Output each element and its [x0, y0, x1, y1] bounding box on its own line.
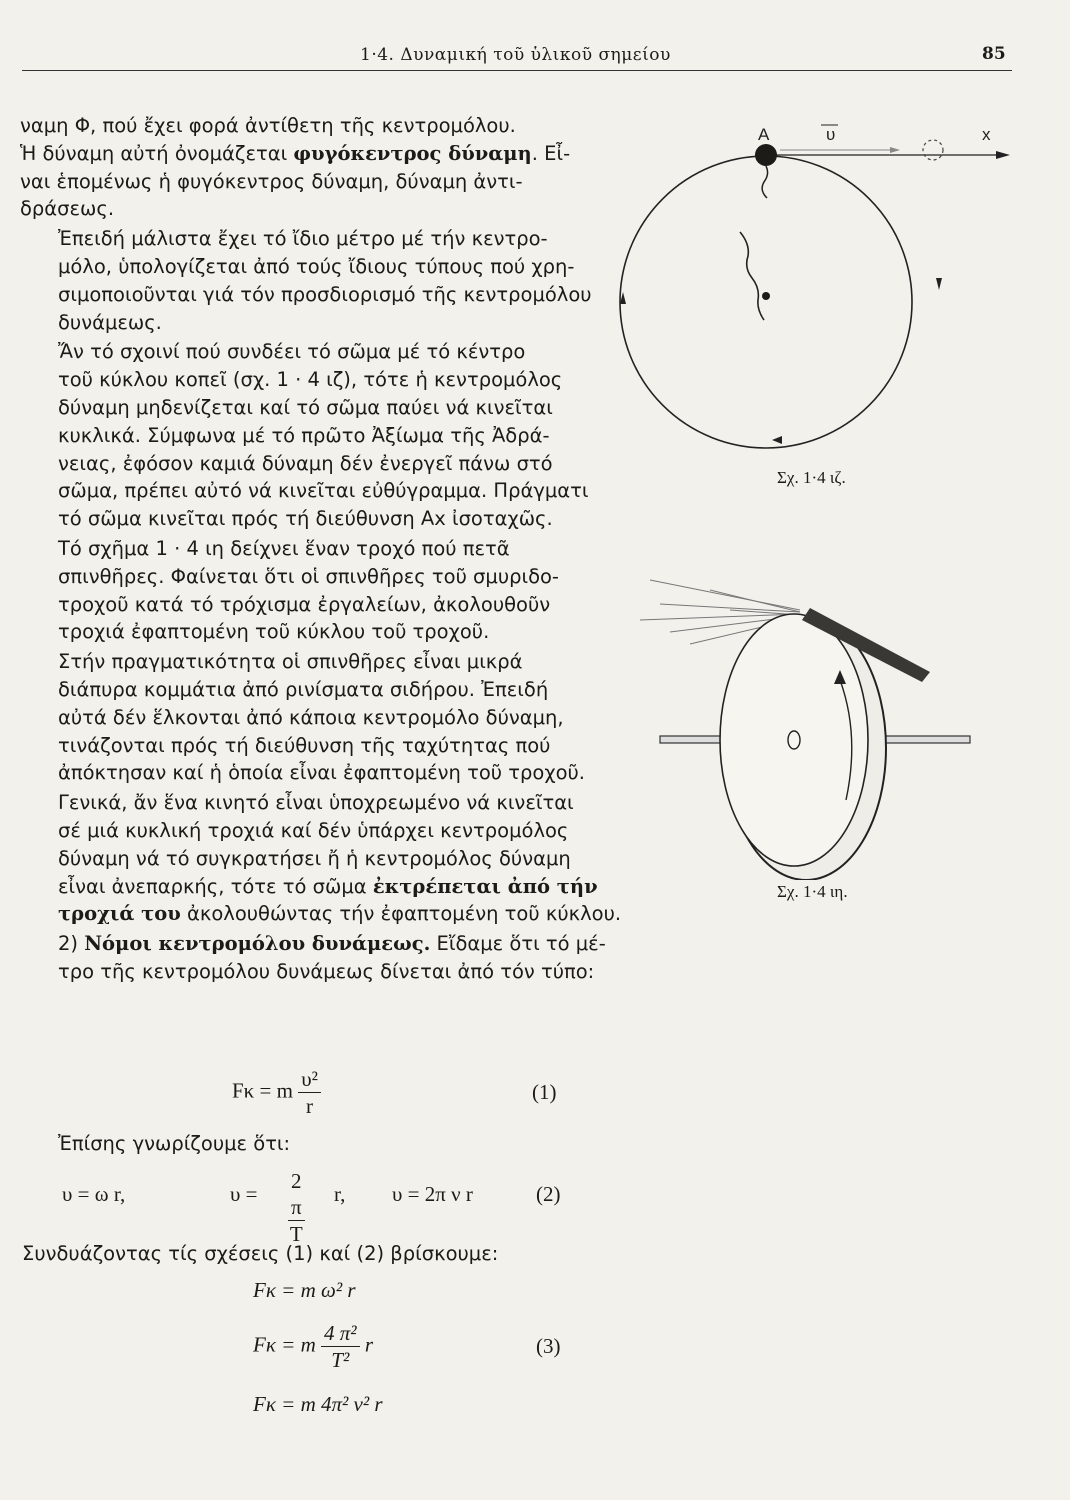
- bold-term: τροχιά του: [58, 902, 181, 926]
- circular-path: [620, 156, 912, 448]
- paragraph-6: [20, 789, 622, 928]
- text-line: σῶμα, πρέπει αὐτό νά κινεῖται εὐθύγραμμα. Πράγματι: [58, 479, 589, 503]
- figure-circular-motion: [600, 110, 1020, 460]
- velocity-arrowhead: [890, 147, 900, 153]
- paragraph-3: [20, 338, 600, 533]
- text-line: αὐτά δέν ἕλκονται ἀπό κάποια κεντρομόλο δύναμη,: [58, 705, 564, 729]
- text-run: Εἴδαμε ὅτι τό μέ-: [430, 932, 606, 956]
- text-line: τό σῶμα κινεῖται πρός τή διεύθυνση Αx ἰσοταχῶς.: [58, 507, 553, 531]
- paragraph-5: [20, 648, 600, 787]
- text-run: ἀκολουθώντας τήν ἐφαπτομένη τοῦ κύκλου.: [180, 902, 622, 926]
- eq2-part-b-lhs: υ =: [230, 1182, 258, 1206]
- equation-1-number: (1): [532, 1080, 557, 1104]
- eq2-part-a: υ = ω r,: [62, 1182, 126, 1206]
- text-line: Τό σχῆμα 1 · 4 ιη δείχνει ἕναν τροχό πού πετᾶ: [58, 536, 510, 560]
- paragraph-7: [20, 930, 606, 986]
- text-line: σπινθῆρες. Φαίνεται ὅτι οἱ σπινθῆρες τοῦ σμυριδο-: [58, 564, 559, 588]
- text-line: Ἄν τό σχοινί πού συνδέει τό σῶμα μέ τό κέντρο: [58, 340, 526, 364]
- figure-grinding-wheel: [630, 560, 1030, 880]
- label-A: A: [758, 125, 770, 144]
- text-line: [20, 930, 606, 958]
- eq2-part-c: υ = 2π ν r: [392, 1182, 473, 1206]
- text-line: σιμοποιοῦνται γιά τόν προσδιορισμό τῆς κεντρομόλου: [58, 282, 592, 306]
- text-line: τοῦ κύκλου κοπεῖ (σχ. 1 · 4 ιζ), τότε ἡ κεντρομόλος: [58, 368, 563, 392]
- text-line: τροχοῦ κατά τό τρόχισμα ἐργαλείων, ἀκολουθοῦν: [58, 592, 551, 616]
- equation-3-number: (3): [536, 1334, 561, 1358]
- text-line: τινάζονται πρός τή διεύθυνση τῆς ταχύτητας πού: [58, 733, 551, 757]
- text-line: τρο τῆς κεντρομόλου δυνάμεως δίνεται ἀπό τόν τύπο:: [58, 959, 595, 983]
- combining-line: Συνδυάζοντας τίς σχέσεις (1) καί (2) βρίσκουμε:: [22, 1242, 499, 1265]
- eq2-den: T: [289, 1222, 303, 1246]
- text-line: δυνάμεως.: [58, 310, 162, 334]
- figure-2-caption: Σχ. 1·4 ιη.: [777, 882, 848, 901]
- text-line: Στήν πραγματικότητα οἱ σπινθῆρες εἶναι μικρά: [58, 650, 523, 674]
- tangent-arrowhead: [996, 151, 1010, 159]
- equation-3c: Fκ = m 4π² ν² r: [253, 1392, 383, 1416]
- eq3b-rhs: r: [364, 1332, 374, 1357]
- text-line: [20, 140, 600, 168]
- direction-arrow-right: [936, 278, 942, 290]
- wheel-face: [720, 614, 868, 866]
- direction-arrow-bottom: [772, 436, 782, 444]
- header-rule: [22, 70, 1012, 71]
- text-line: μόλο, ὑπολογίζεται ἀπό τούς ἴδιους τύπους πού χρη-: [58, 254, 575, 278]
- text-line: τροχιά ἐφαπτομένη τοῦ κύκλου τοῦ τροχοῦ.: [58, 620, 490, 644]
- eq1-den: r: [306, 1094, 314, 1118]
- text-run: εἶναι ἀνεπαρκής, τότε τό σῶμα: [58, 874, 373, 898]
- text-line: διάπυρα κομμάτια ἀπό ρινίσματα σιδήρου. Ἐπειδή: [58, 677, 549, 701]
- eq2-part-b-rhs: r,: [334, 1182, 346, 1206]
- eq2-fraction: [288, 1168, 305, 1247]
- figure-1-caption: Σχ. 1·4 ιζ.: [777, 468, 846, 487]
- eq1-lhs: Fκ = m: [232, 1078, 293, 1103]
- text-run: Ἡ δύναμη αὐτή ὀνομάζεται: [20, 141, 294, 165]
- bold-term: ἐκτρέπεται ἀπό τήν: [372, 874, 598, 898]
- bold-term: φυγόκεντρος δύναμη: [293, 141, 532, 165]
- equation-2-number: (2): [536, 1182, 561, 1206]
- text-line: κυκλικά. Σύμφωνα μέ τό πρῶτο Ἀξίωμα τῆς Ἀδρά-: [58, 423, 550, 447]
- eq2-num: 2 π: [288, 1168, 305, 1221]
- text-run: . Εἶ-: [531, 141, 571, 165]
- cut-string-upper: [762, 166, 768, 198]
- paragraph-2: [20, 225, 600, 336]
- running-header: [0, 38, 1070, 78]
- equation-3a: Fκ = m ω² r: [253, 1278, 356, 1302]
- section-heading: Νόμοι κεντρομόλου δυνάμεως.: [84, 932, 431, 956]
- body-text: [20, 112, 622, 988]
- text-line: δύναμη νά τό συγκρατήσει ἤ ἡ κεντρομόλος δύναμη: [58, 846, 571, 870]
- text-line: νειας, ἐφόσον καμιά δύναμη δέν ἐνεργεῖ πάνω στό: [58, 451, 553, 475]
- text-line: Γενικά, ἄν ἕνα κινητό εἶναι ὑποχρεωμένο νά κινεῖται: [58, 791, 574, 815]
- text-line: [20, 900, 622, 928]
- cut-string-lower: [740, 232, 764, 320]
- text-line: δράσεως.: [20, 197, 115, 221]
- also-known-line: Ἐπίσης γνωρίζουμε ὅτι:: [58, 1132, 291, 1155]
- escaped-body: [923, 140, 943, 160]
- text-line: σέ μιά κυκλική τροχιά καί δέν ὑπάρχει κεντρομόλος: [58, 818, 569, 842]
- equation-1: [232, 1066, 321, 1119]
- eq1-num: υ²: [298, 1066, 321, 1093]
- text-run: 2): [58, 932, 85, 956]
- eq1-fraction: [298, 1066, 321, 1119]
- text-line: ναι ἑπομένως ἡ φυγόκεντρος δύναμη, δύναμη ἀντι-: [20, 169, 523, 193]
- text-line: ἀπόκτησαν καί ἡ ὁποία εἶναι ἐφαπτομένη τοῦ τροχοῦ.: [58, 761, 585, 785]
- paragraph-1: [20, 112, 600, 223]
- text-line: [20, 873, 600, 901]
- eq3b-fraction: [321, 1320, 360, 1373]
- equation-3b: [253, 1320, 373, 1373]
- text-line: Ἐπειδή μάλιστα ἔχει τό ἴδιο μέτρο μέ τήν κεντρο-: [58, 227, 548, 251]
- page-number: 85: [982, 44, 1006, 64]
- circle-centre: [762, 292, 770, 300]
- text-line: ναμη Φ, πού ἔχει φορά ἀντίθετη τῆς κεντρομόλου.: [20, 114, 516, 137]
- mass-body: [755, 144, 777, 166]
- running-title: 1·4. Δυναμική τοῦ ὑλικοῦ σημείου: [360, 45, 671, 65]
- eq3b-num: 4 π²: [321, 1320, 360, 1347]
- label-x: x: [982, 125, 991, 144]
- label-v: υ: [826, 125, 836, 144]
- paragraph-4: [20, 535, 600, 646]
- text-line: δύναμη μηδενίζεται καί τό σῶμα παύει νά κινεῖται: [58, 395, 553, 419]
- eq3b-den: T²: [331, 1348, 350, 1372]
- eq3b-lhs: Fκ = m: [253, 1332, 316, 1357]
